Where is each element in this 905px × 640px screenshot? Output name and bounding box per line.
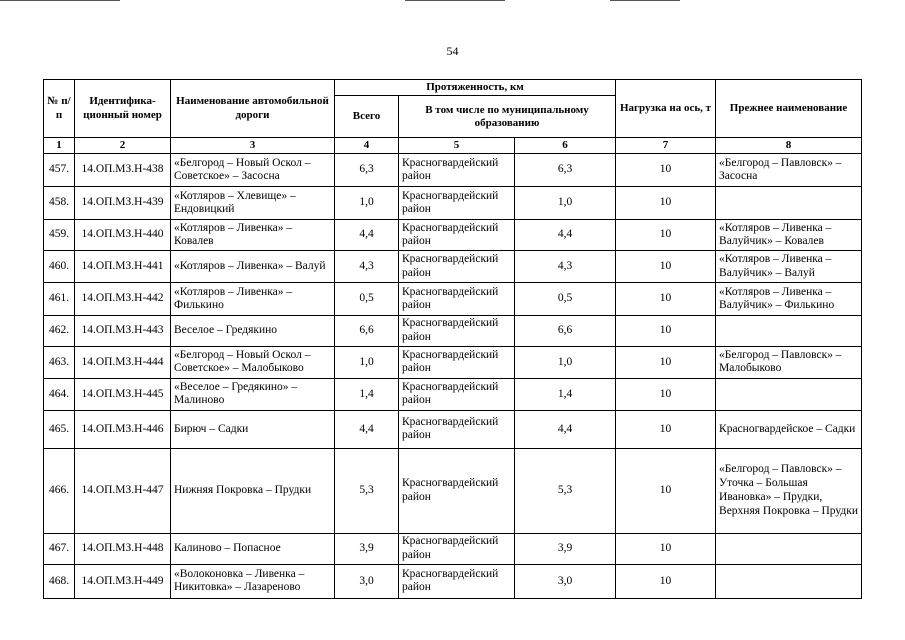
district-cell: Красногвардейский район <box>399 316 515 347</box>
road-name-cell: Нижняя Покровка – Прудки <box>171 448 335 533</box>
axle-load-cell: 10 <box>616 564 716 598</box>
axle-load-cell: 10 <box>616 154 716 187</box>
length-total-cell: 5,3 <box>335 448 399 533</box>
colnum-5: 5 <box>399 138 515 154</box>
header-prev: Прежнее наименование <box>716 80 862 138</box>
district-length-cell: 4,4 <box>515 220 616 251</box>
previous-name-cell: «Белгород – Павловск» – Засосна <box>716 154 862 187</box>
length-total-cell: 4,4 <box>335 220 399 251</box>
district-length-cell: 4,3 <box>515 251 616 283</box>
colnum-6: 6 <box>515 138 616 154</box>
table-row <box>44 187 862 220</box>
colnum-7: 7 <box>616 138 716 154</box>
length-total-cell: 1,0 <box>335 187 399 220</box>
district-length-cell: 4,4 <box>515 410 616 448</box>
previous-name-cell: «Котляров – Ливенка – Валуйчик» – Филькино <box>716 283 862 316</box>
header-num: № п/п <box>44 80 75 138</box>
table-row <box>44 283 862 316</box>
road-name-cell: Веселое – Гредякино <box>171 316 335 347</box>
axle-load-cell: 10 <box>616 448 716 533</box>
header-load: Нагрузка на ось, т <box>616 80 716 138</box>
district-length-cell: 0,5 <box>515 283 616 316</box>
length-total-cell: 3,9 <box>335 533 399 564</box>
row-number-cell: 458. <box>44 187 75 220</box>
previous-name-cell: «Белгород – Павловск» – Уточка – Большая Ивановка» – Прудки, Верхняя Покровка – Прудки <box>716 448 862 533</box>
district-length-cell: 1,0 <box>515 346 616 378</box>
district-cell: Красногвардейский район <box>399 154 515 187</box>
axle-load-cell: 10 <box>616 283 716 316</box>
colnum-1: 1 <box>44 138 75 154</box>
column-number-row <box>44 138 862 154</box>
axle-load-cell: 10 <box>616 251 716 283</box>
colnum-4: 4 <box>335 138 399 154</box>
header-total: Всего <box>335 96 399 138</box>
row-number-cell: 464. <box>44 378 75 410</box>
axle-load-cell: 10 <box>616 410 716 448</box>
row-number-cell: 460. <box>44 251 75 283</box>
colnum-2: 2 <box>75 138 171 154</box>
length-total-cell: 6,3 <box>335 154 399 187</box>
table-row <box>44 346 862 378</box>
row-number-cell: 465. <box>44 410 75 448</box>
road-name-cell: «Котляров – Ливенка» – Валуй <box>171 251 335 283</box>
header-length-group: Протяженность, км <box>335 80 616 96</box>
colnum-8: 8 <box>716 138 862 154</box>
header-name: Наименование автомобильной дороги <box>171 80 335 138</box>
previous-name-cell <box>716 533 862 564</box>
road-id-cell: 14.ОП.МЗ.Н-440 <box>75 220 171 251</box>
district-cell: Красногвардейский район <box>399 251 515 283</box>
length-total-cell: 1,4 <box>335 378 399 410</box>
row-number-cell: 463. <box>44 346 75 378</box>
road-id-cell: 14.ОП.МЗ.Н-448 <box>75 533 171 564</box>
table-row <box>44 564 862 598</box>
table-row <box>44 251 862 283</box>
header-incl: В том числе по муниципальному образованию <box>399 96 616 138</box>
axle-load-cell: 10 <box>616 533 716 564</box>
road-name-cell: «Котляров – Ливенка» – Ковалев <box>171 220 335 251</box>
table-row <box>44 410 862 448</box>
table-body <box>44 154 862 599</box>
road-id-cell: 14.ОП.МЗ.Н-443 <box>75 316 171 347</box>
previous-name-cell: «Котляров – Ливенка – Валуйчик» – Ковалев <box>716 220 862 251</box>
previous-name-cell: Красногвардейское – Садки <box>716 410 862 448</box>
table-row <box>44 533 862 564</box>
top-rule-left <box>0 0 120 1</box>
road-name-cell: «Котляров – Ливенка» – Филькино <box>171 283 335 316</box>
district-cell: Красногвардейский район <box>399 283 515 316</box>
length-total-cell: 0,5 <box>335 283 399 316</box>
table-row <box>44 378 862 410</box>
road-name-cell: Бирюч – Садки <box>171 410 335 448</box>
length-total-cell: 4,4 <box>335 410 399 448</box>
district-cell: Красногвардейский район <box>399 346 515 378</box>
district-length-cell: 1,4 <box>515 378 616 410</box>
district-cell: Красногвардейский район <box>399 448 515 533</box>
road-name-cell: «Белгород – Новый Оскол – Советское» – Засосна <box>171 154 335 187</box>
district-length-cell: 6,3 <box>515 154 616 187</box>
length-total-cell: 4,3 <box>335 251 399 283</box>
length-total-cell: 3,0 <box>335 564 399 598</box>
road-name-cell: Калиново – Попасное <box>171 533 335 564</box>
road-id-cell: 14.ОП.МЗ.Н-439 <box>75 187 171 220</box>
district-length-cell: 6,6 <box>515 316 616 347</box>
district-length-cell: 5,3 <box>515 448 616 533</box>
row-number-cell: 461. <box>44 283 75 316</box>
district-length-cell: 3,0 <box>515 564 616 598</box>
previous-name-cell <box>716 187 862 220</box>
axle-load-cell: 10 <box>616 378 716 410</box>
district-cell: Красногвардейский район <box>399 378 515 410</box>
road-id-cell: 14.ОП.МЗ.Н-447 <box>75 448 171 533</box>
district-length-cell: 3,9 <box>515 533 616 564</box>
table-row <box>44 220 862 251</box>
road-name-cell: «Волоконовка – Ливенка – Никитовка» – Лазареново <box>171 564 335 598</box>
roads-table <box>43 79 862 599</box>
district-cell: Красногвардейский район <box>399 564 515 598</box>
length-total-cell: 6,6 <box>335 316 399 347</box>
table-row <box>44 448 862 533</box>
district-cell: Красногвардейский район <box>399 187 515 220</box>
table-row <box>44 154 862 187</box>
road-name-cell: «Белгород – Новый Оскол – Советское» – Малобыково <box>171 346 335 378</box>
row-number-cell: 468. <box>44 564 75 598</box>
row-number-cell: 466. <box>44 448 75 533</box>
previous-name-cell: «Котляров – Ливенка – Валуйчик» – Валуй <box>716 251 862 283</box>
length-total-cell: 1,0 <box>335 346 399 378</box>
road-id-cell: 14.ОП.МЗ.Н-438 <box>75 154 171 187</box>
road-name-cell: «Веселое – Гредякино» – Малиново <box>171 378 335 410</box>
page-number: 54 <box>446 44 459 58</box>
row-number-cell: 462. <box>44 316 75 347</box>
axle-load-cell: 10 <box>616 187 716 220</box>
road-id-cell: 14.ОП.МЗ.Н-444 <box>75 346 171 378</box>
row-number-cell: 467. <box>44 533 75 564</box>
previous-name-cell <box>716 316 862 347</box>
road-id-cell: 14.ОП.МЗ.Н-441 <box>75 251 171 283</box>
axle-load-cell: 10 <box>616 220 716 251</box>
district-cell: Красногвардейский район <box>399 410 515 448</box>
row-number-cell: 457. <box>44 154 75 187</box>
road-id-cell: 14.ОП.МЗ.Н-445 <box>75 378 171 410</box>
district-cell: Красногвардейский район <box>399 220 515 251</box>
top-rule-right <box>610 0 680 1</box>
previous-name-cell <box>716 378 862 410</box>
row-number-cell: 459. <box>44 220 75 251</box>
road-id-cell: 14.ОП.МЗ.Н-446 <box>75 410 171 448</box>
top-rule-mid <box>405 0 505 1</box>
district-cell: Красногвардейский район <box>399 533 515 564</box>
axle-load-cell: 10 <box>616 346 716 378</box>
road-id-cell: 14.ОП.МЗ.Н-449 <box>75 564 171 598</box>
table-row <box>44 316 862 347</box>
road-id-cell: 14.ОП.МЗ.Н-442 <box>75 283 171 316</box>
road-name-cell: «Котляров – Хлевище» – Ендовицкий <box>171 187 335 220</box>
district-length-cell: 1,0 <box>515 187 616 220</box>
axle-load-cell: 10 <box>616 316 716 347</box>
colnum-3: 3 <box>171 138 335 154</box>
header-id: Идентифика-ционный номер <box>75 80 171 138</box>
previous-name-cell: «Белгород – Павловск» – Малобыково <box>716 346 862 378</box>
previous-name-cell <box>716 564 862 598</box>
